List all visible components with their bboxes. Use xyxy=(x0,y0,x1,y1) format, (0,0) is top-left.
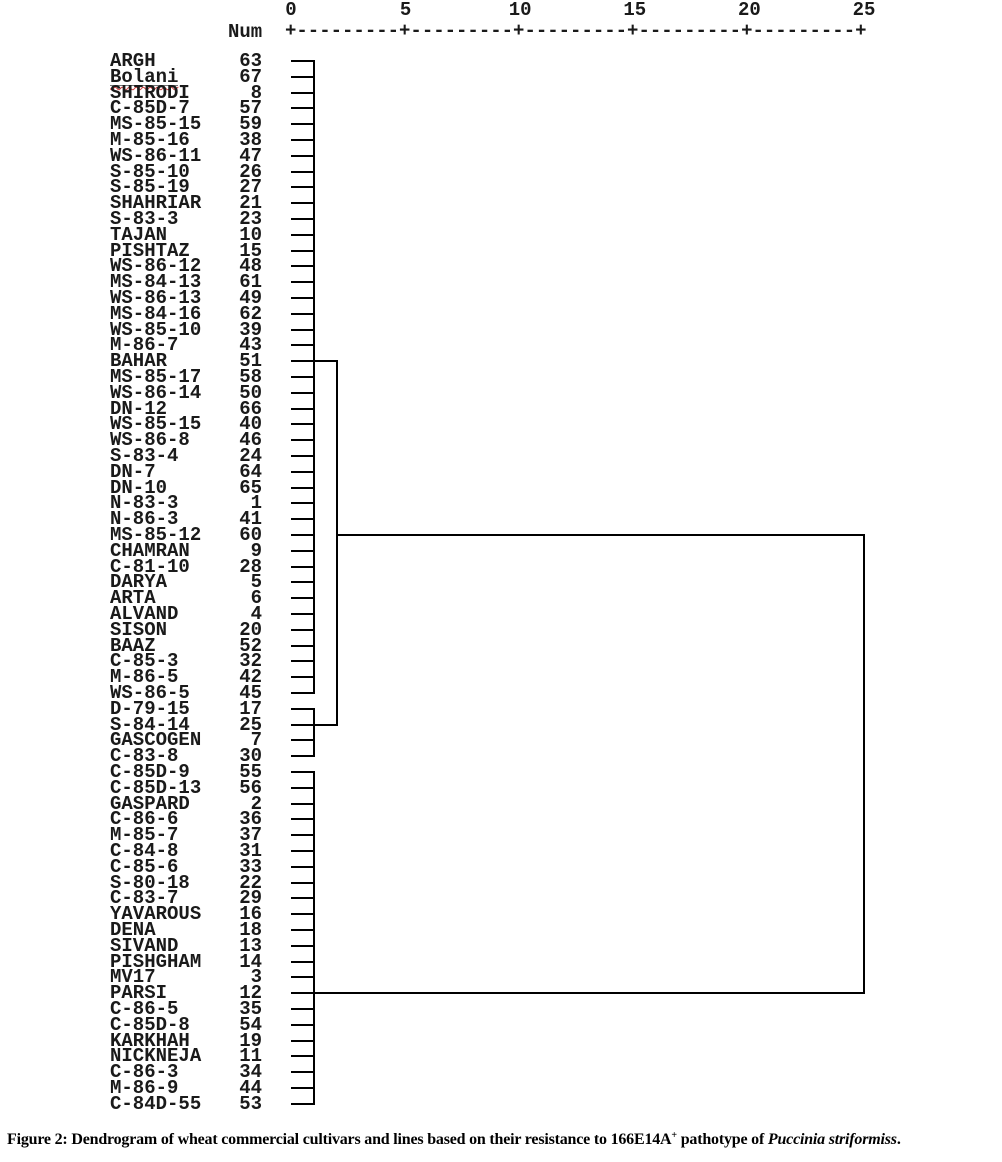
leaf-label: WS-85-10 xyxy=(110,318,202,341)
leaf-tick-line xyxy=(291,818,315,820)
leaf-num: 45 xyxy=(239,682,262,704)
leaf-num: 13 xyxy=(239,934,262,957)
leaf-label: GASCOGEN xyxy=(110,729,202,752)
num-column-header: Num xyxy=(228,21,263,43)
leaf-tick-line xyxy=(291,866,315,868)
leaf-tick-line xyxy=(291,976,315,978)
leaf-num: 44 xyxy=(239,1077,262,1099)
distance-axis-ruler: +---------+---------+---------+---------+---------+ xyxy=(285,20,867,42)
leaf-tick-line xyxy=(291,1103,315,1105)
leaf-label: S-83-4 xyxy=(110,445,179,467)
leaf-tick-line xyxy=(291,534,315,536)
axis-tick-label: 25 xyxy=(852,0,876,21)
leaf-tick-line xyxy=(291,581,315,583)
leaf-num: 30 xyxy=(239,745,262,768)
leaf-label: BAAZ xyxy=(110,634,156,657)
leaf-tick-line xyxy=(291,408,315,410)
leaf-num: 7 xyxy=(250,729,262,752)
leaf-tick-line xyxy=(291,913,315,915)
leaf-tick-line xyxy=(291,139,315,141)
leaf-label: YAVAROUS xyxy=(110,903,202,926)
leaf-num: 35 xyxy=(239,998,262,1020)
leaf-label: C-83-7 xyxy=(110,887,179,910)
leaf-tick-line xyxy=(291,550,315,552)
leaf-tick-line xyxy=(291,76,315,78)
leaf-num: 51 xyxy=(239,350,262,373)
leaf-label: C-85D-7 xyxy=(110,97,190,120)
leaf-tick-line xyxy=(291,186,315,188)
leaf-label: C-86-6 xyxy=(110,808,179,831)
leaf-tick-line xyxy=(291,566,315,568)
axis-tick-label: 15 xyxy=(623,0,647,21)
leaf-tick-line xyxy=(291,471,315,473)
cluster-vertical-line xyxy=(313,771,315,1105)
leaf-num: 18 xyxy=(239,919,262,941)
leaf-tick-line xyxy=(291,692,315,694)
leaf-tick-line xyxy=(291,202,315,204)
leaf-label: SIVAND xyxy=(110,934,179,957)
leaf-num: 41 xyxy=(239,508,262,531)
leaf-label: DN-7 xyxy=(110,460,156,483)
caption-species-name: Puccinia striformiss xyxy=(767,1131,897,1148)
leaf-label: CHAMRAN xyxy=(110,539,190,562)
leaf-label: M-86-7 xyxy=(110,334,179,357)
leaf-tick-line xyxy=(291,1040,315,1042)
leaf-num: 8 xyxy=(250,81,262,104)
leaf-label: WS-86-13 xyxy=(110,287,202,309)
leaf-tick-line xyxy=(291,597,315,599)
leaf-label: MS-84-16 xyxy=(110,302,202,325)
leaf-tick-line xyxy=(291,155,315,157)
leaf-num: 50 xyxy=(239,381,262,404)
leaf-label: NICKNEJA xyxy=(110,1045,202,1068)
leaf-tick-line xyxy=(291,1055,315,1057)
leaf-label: TAJAN xyxy=(110,223,168,246)
cluster-horizontal-line xyxy=(314,992,864,994)
leaf-tick-line xyxy=(291,787,315,789)
leaf-label: C-85-3 xyxy=(110,650,179,673)
leaf-label: ALVAND xyxy=(110,603,179,625)
leaf-num: 39 xyxy=(239,318,262,341)
leaf-label: M-86-5 xyxy=(110,666,179,689)
leaf-tick-line xyxy=(291,265,315,267)
leaf-label: SISON xyxy=(110,618,168,641)
leaf-label: S-85-10 xyxy=(110,160,190,183)
leaf-label: WS-86-8 xyxy=(110,429,190,452)
leaf-tick-line xyxy=(291,803,315,805)
leaf-tick-line xyxy=(291,487,315,489)
leaf-label: M-85-16 xyxy=(110,129,190,151)
leaf-label: M-85-7 xyxy=(110,824,179,847)
leaf-label: N-83-3 xyxy=(110,492,179,515)
leaf-num: 38 xyxy=(239,129,262,151)
leaf-num: 53 xyxy=(239,1092,262,1115)
leaf-tick-line xyxy=(291,392,315,394)
leaf-num: 48 xyxy=(239,255,262,278)
leaf-num: 15 xyxy=(239,239,262,262)
leaf-num: 47 xyxy=(239,144,262,167)
leaf-tick-line xyxy=(291,850,315,852)
leaf-tick-line xyxy=(291,1008,315,1010)
dendrogram-row xyxy=(0,1092,1002,1115)
leaf-num: 54 xyxy=(239,1013,262,1036)
axis-tick-label: 5 xyxy=(399,0,412,21)
leaf-num: 61 xyxy=(239,271,262,294)
leaf-num: 9 xyxy=(250,539,262,562)
leaf-num: 32 xyxy=(239,650,262,673)
leaf-num: 46 xyxy=(239,429,262,452)
caption-superscript: + xyxy=(671,1130,677,1141)
leaf-label: KARKHAH xyxy=(110,1029,190,1052)
leaf-label: MS-84-13 xyxy=(110,271,202,294)
axis-tick-label: 10 xyxy=(508,0,532,21)
leaf-num: 56 xyxy=(239,776,262,799)
leaf-num: 67 xyxy=(239,65,262,88)
leaf-tick-line xyxy=(291,281,315,283)
leaf-label: S-85-19 xyxy=(110,176,190,199)
leaf-label: SHIRODI xyxy=(110,81,190,104)
leaf-label: DN-12 xyxy=(110,397,168,420)
leaf-tick-line xyxy=(291,739,315,741)
leaf-label: GASPARD xyxy=(110,792,190,815)
leaf-num: 64 xyxy=(239,460,262,483)
leaf-num: 3 xyxy=(250,966,262,989)
leaf-label: DENA xyxy=(110,919,156,941)
leaf-num: 28 xyxy=(239,555,262,578)
leaf-label: MS-85-15 xyxy=(110,113,202,136)
leaf-tick-line xyxy=(291,961,315,963)
leaf-label: WS-86-12 xyxy=(110,255,202,278)
leaf-num: 10 xyxy=(239,223,262,246)
leaf-tick-line xyxy=(291,423,315,425)
leaf-tick-line xyxy=(291,218,315,220)
leaf-tick-line xyxy=(291,439,315,441)
leaf-num: 19 xyxy=(239,1029,262,1052)
leaf-tick-line xyxy=(291,755,315,757)
leaf-num: 2 xyxy=(250,792,262,815)
leaf-tick-line xyxy=(291,92,315,94)
leaf-tick-line xyxy=(291,645,315,647)
leaf-label: WS-85-15 xyxy=(110,413,202,436)
leaf-label: M-86-9 xyxy=(110,1077,179,1099)
leaf-tick-line xyxy=(291,313,315,315)
leaf-label: S-80-18 xyxy=(110,871,190,894)
leaf-label: N-86-3 xyxy=(110,508,179,531)
leaf-label: C-86-5 xyxy=(110,998,179,1020)
leaf-num: 40 xyxy=(239,413,262,436)
leaf-label: WS-86-11 xyxy=(110,144,202,167)
leaf-tick-line xyxy=(291,708,315,710)
leaf-tick-line xyxy=(291,60,315,62)
cluster-vertical-line xyxy=(313,60,315,694)
leaf-num: 1 xyxy=(250,492,262,515)
leaf-label: S-84-14 xyxy=(110,713,190,736)
cluster-vertical-line xyxy=(336,360,338,725)
leaf-num: 4 xyxy=(250,603,262,625)
leaf-num: 62 xyxy=(239,302,262,325)
leaf-num: 23 xyxy=(239,208,262,230)
caption-text: Figure 2: Dendrogram of wheat commercial cultivars and lines based on their resistance to 166E14A xyxy=(7,1131,672,1148)
leaf-num: 26 xyxy=(239,160,262,183)
leaf-tick-line xyxy=(291,1071,315,1073)
cluster-horizontal-line xyxy=(337,534,864,536)
leaf-label: PISHTAZ xyxy=(110,239,190,262)
leaf-tick-line xyxy=(291,297,315,299)
leaf-tick-line xyxy=(291,518,315,520)
leaf-num: 55 xyxy=(239,761,262,783)
leaf-num: 52 xyxy=(239,634,262,657)
leaf-tick-line xyxy=(291,107,315,109)
leaf-num: 25 xyxy=(239,713,262,736)
leaf-tick-line xyxy=(291,234,315,236)
leaf-tick-line xyxy=(291,629,315,631)
leaf-num: 21 xyxy=(239,192,262,215)
leaf-label: PARSI xyxy=(110,982,168,1005)
leaf-tick-line xyxy=(291,676,315,678)
leaf-num: 11 xyxy=(239,1045,262,1068)
leaf-num: 27 xyxy=(239,176,262,199)
leaf-num: 5 xyxy=(250,571,262,594)
leaf-tick-line xyxy=(291,455,315,457)
leaf-tick-line xyxy=(291,992,315,994)
leaf-label: C-84-8 xyxy=(110,840,179,862)
leaf-tick-line xyxy=(291,834,315,836)
leaf-num: 14 xyxy=(239,950,262,973)
caption-period: . xyxy=(896,1131,901,1148)
caption-text: pathotype of xyxy=(676,1131,768,1148)
leaf-label: ARGH xyxy=(110,50,156,72)
leaf-tick-line xyxy=(291,1087,315,1089)
leaf-tick-line xyxy=(291,250,315,252)
leaf-num: 24 xyxy=(239,445,262,467)
leaf-tick-line xyxy=(291,329,315,331)
leaf-tick-line xyxy=(291,945,315,947)
leaf-num: 66 xyxy=(239,397,262,420)
leaf-tick-line xyxy=(291,344,315,346)
leaf-label: C-85D-8 xyxy=(110,1013,190,1036)
leaf-label: C-84D-55 xyxy=(110,1092,202,1115)
leaf-num: 42 xyxy=(239,666,262,689)
leaf-num: 59 xyxy=(239,113,262,136)
leaf-num: 34 xyxy=(239,1061,262,1084)
leaf-label: ARTA xyxy=(110,587,156,610)
leaf-tick-line xyxy=(291,502,315,504)
leaf-label: PISHGHAM xyxy=(110,950,202,973)
leaf-tick-line xyxy=(291,376,315,378)
leaf-label: SHAHRIAR xyxy=(110,192,202,215)
leaf-num: 36 xyxy=(239,808,262,831)
leaf-num: 17 xyxy=(239,697,262,720)
leaf-num: 43 xyxy=(239,334,262,357)
leaf-num: 63 xyxy=(239,50,262,72)
leaf-label: C-85-6 xyxy=(110,855,179,878)
leaf-tick-line xyxy=(291,929,315,931)
leaf-num: 37 xyxy=(239,824,262,847)
leaf-num: 22 xyxy=(239,871,262,894)
leaf-num: 12 xyxy=(239,982,262,1005)
leaf-tick-line xyxy=(291,123,315,125)
leaf-tick-line xyxy=(291,613,315,615)
leaf-label: C-81-10 xyxy=(110,555,190,578)
leaf-label: C-83-8 xyxy=(110,745,179,768)
leaf-num: 20 xyxy=(239,618,262,641)
leaf-label: C-85D-13 xyxy=(110,776,202,799)
axis-tick-label: 20 xyxy=(737,0,761,21)
cluster-vertical-line xyxy=(863,534,865,994)
leaf-label: WS-86-5 xyxy=(110,682,190,704)
leaf-num: 60 xyxy=(239,524,262,546)
leaf-label: DARYA xyxy=(110,571,168,594)
leaf-num: 31 xyxy=(239,840,262,862)
figure-caption xyxy=(7,1131,1001,1149)
leaf-label: MS-85-17 xyxy=(110,366,202,388)
leaf-label: WS-86-14 xyxy=(110,381,202,404)
leaf-tick-line xyxy=(291,882,315,884)
axis-tick-label: 0 xyxy=(285,0,297,21)
cluster-vertical-line xyxy=(313,708,315,757)
leaf-num: 29 xyxy=(239,887,262,910)
leaf-label: DN-10 xyxy=(110,476,168,499)
leaf-label: C-85D-9 xyxy=(110,761,190,783)
leaf-num: 57 xyxy=(239,97,262,120)
leaf-label: MS-85-12 xyxy=(110,524,202,546)
leaf-tick-line xyxy=(291,771,315,773)
leaf-label: C-86-3 xyxy=(110,1061,179,1084)
leaf-tick-line xyxy=(291,897,315,899)
leaf-num: 33 xyxy=(239,855,262,878)
leaf-tick-line xyxy=(291,1024,315,1026)
leaf-num: 16 xyxy=(239,903,262,926)
leaf-label-misspelled: Bolani xyxy=(110,65,179,88)
leaf-num: 65 xyxy=(239,476,262,499)
leaf-label: BAHAR xyxy=(110,350,168,373)
leaf-label: D-79-15 xyxy=(110,697,190,720)
leaf-label: S-83-3 xyxy=(110,208,179,230)
leaf-num: 49 xyxy=(239,287,262,309)
leaf-tick-line xyxy=(291,660,315,662)
leaf-tick-line xyxy=(291,171,315,173)
leaf-num: 58 xyxy=(239,366,262,388)
leaf-label: MV17 xyxy=(110,966,156,989)
leaf-num: 6 xyxy=(250,587,262,610)
